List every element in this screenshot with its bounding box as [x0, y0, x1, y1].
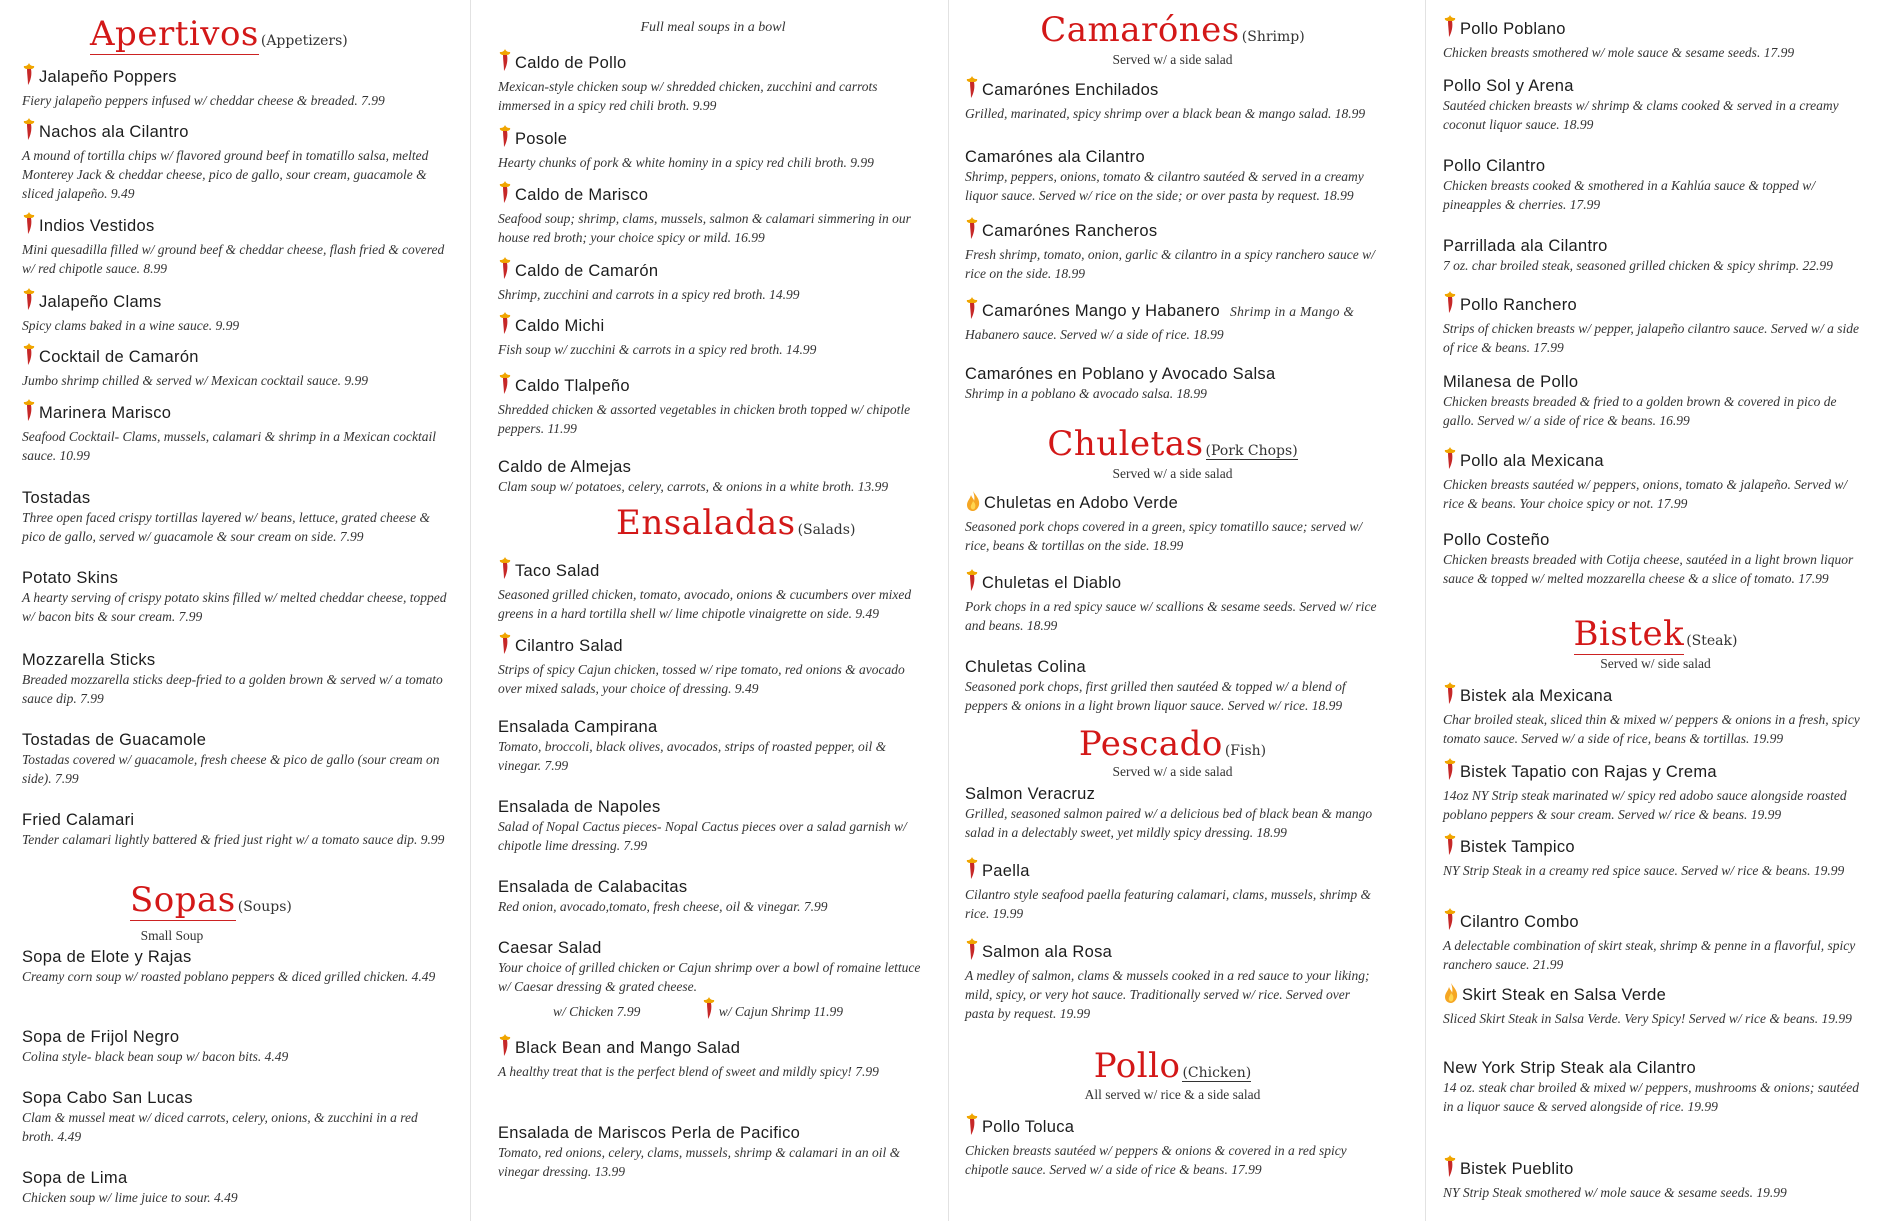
item-description: Salad of Nopal Cactus pieces- Nopal Cactus pieces over a salad garnish w/ chipotle lime dressing. 7.99	[498, 819, 907, 853]
chili-pepper-icon	[498, 311, 512, 340]
item-name: Parrillada ala Cilantro	[1443, 237, 1608, 255]
item-inline-description: Shrimp in a Mango &	[1230, 304, 1355, 319]
menu-item	[1443, 156, 1868, 214]
item-description: Spicy clams baked in a wine sauce. 9.99	[22, 318, 240, 333]
chili-pepper-icon	[965, 1112, 979, 1141]
caesar-shrimp-option: w/ Cajun Shrimp 11.99	[718, 1004, 844, 1019]
menu-item	[498, 1033, 928, 1081]
column-divider	[1425, 0, 1426, 1221]
item-description: Seafood Cocktail- Clams, mussels, calamari & shrimp in a Mexican cocktail sauce. 10.99	[22, 429, 436, 463]
menu-item	[965, 657, 1380, 715]
chili-pepper-icon	[498, 371, 512, 400]
menu-item	[498, 48, 928, 115]
menu-item	[22, 810, 447, 849]
menu-item	[1443, 907, 1868, 974]
item-description: Chicken breasts smothered w/ mole sauce & sesame seeds. 17.99	[1443, 45, 1795, 60]
section-title: Chuletas	[1047, 424, 1204, 464]
menu-item	[1443, 681, 1868, 748]
section-subtitle: (Chicken)	[1182, 1065, 1252, 1081]
item-name: Caldo Michi	[515, 317, 605, 335]
item-description: Clam soup w/ potatoes, celery, carrots, & onions in a white broth. 13.99	[498, 479, 889, 494]
menu-item	[498, 877, 928, 916]
item-name: Chuletas en Adobo Verde	[984, 494, 1179, 512]
item-description: A delectable combination of skirt steak, shrimp & penne in a flavorful, spicy ranchero sauce. 21.99	[1443, 938, 1856, 972]
menu-item	[498, 797, 928, 855]
item-name: Chuletas el Diablo	[982, 574, 1122, 592]
section-title: Camarónes	[1040, 10, 1240, 50]
item-description: Chicken breasts sautéed w/ peppers & onions & covered in a red spicy chipotle sauce. Served w/ a side of rice & beans. 17.99	[965, 1143, 1347, 1177]
section-subtitle: (Shrimp)	[1241, 29, 1305, 45]
item-name: Ensalada de Napoles	[498, 798, 661, 816]
section-note: Served w/ side salad	[1600, 656, 1711, 671]
menu-item	[965, 147, 1380, 205]
chili-pepper-icon	[22, 398, 36, 427]
menu-item	[965, 216, 1380, 283]
menu-item	[498, 124, 928, 172]
item-name: Ensalada Campirana	[498, 718, 658, 736]
item-name: New York Strip Steak ala Cilantro	[1443, 1059, 1696, 1077]
item-name: Bistek Pueblito	[1460, 1160, 1574, 1178]
item-name: Bistek ala Mexicana	[1460, 687, 1613, 705]
item-description: Shrimp, peppers, onions, tomato & cilantro sautéed & served in a creamy liquor sauce. Served w/ rice on the side; or over pasta by request. 18.99	[965, 169, 1364, 203]
item-name: Caldo de Marisco	[515, 186, 649, 204]
menu-item	[498, 556, 928, 623]
section-subtitle: (Salads)	[797, 522, 856, 538]
chili-pepper-icon	[1443, 907, 1457, 936]
item-description: Hearty chunks of pork & white hominy in a spicy red chili broth. 9.99	[498, 155, 874, 170]
menu-item	[22, 650, 447, 708]
item-description: 14 oz. steak char broiled & mixed w/ peppers, mushrooms & onions; sautéed in a liquor sauce & served alongside of rice. 19.99	[1443, 1080, 1859, 1114]
item-name: Caldo de Pollo	[515, 54, 627, 72]
section-note: All served w/ rice & a side salad	[1084, 1087, 1261, 1102]
menu-item	[1443, 982, 1868, 1028]
item-name: Pollo Toluca	[982, 1118, 1075, 1136]
chili-pepper-icon	[965, 216, 979, 245]
ensaladas-heading	[616, 503, 928, 543]
section-title: Bistek	[1573, 614, 1685, 654]
menu-item	[22, 287, 447, 335]
menu-item	[1443, 832, 1868, 880]
chili-pepper-icon	[702, 996, 716, 1025]
item-description: Cilantro style seafood paella featuring calamari, clams, mussels, shrimp & rice. 19.99	[965, 887, 1371, 921]
menu-item	[965, 937, 1380, 1023]
menu-item	[965, 364, 1380, 403]
item-name: Taco Salad	[515, 562, 600, 580]
item-name: Caldo de Camarón	[515, 262, 659, 280]
section-title: Ensaladas	[616, 503, 796, 543]
pescado-heading	[965, 724, 1380, 764]
menu-item	[1443, 446, 1868, 513]
chili-pepper-icon	[1443, 757, 1457, 786]
menu-item	[498, 457, 928, 496]
item-description: NY Strip Steak smothered w/ mole sauce & sesame seeds. 19.99	[1443, 1185, 1787, 1200]
chili-pepper-icon	[498, 1033, 512, 1062]
item-description: Shrimp, zucchini and carrots in a spicy red broth. 14.99	[498, 287, 800, 302]
item-name: Sopa Cabo San Lucas	[22, 1089, 193, 1107]
menu-item	[1443, 372, 1868, 430]
menu-item	[1443, 757, 1868, 824]
item-name: Milanesa de Pollo	[1443, 373, 1579, 391]
item-description: Seafood soup; shrimp, clams, mussels, salmon & calamari simmering in our house red broth; your choice spicy or mild. 16.99	[498, 211, 911, 245]
bistek-heading	[1443, 614, 1868, 654]
item-name: Camarónes en Poblano y Avocado Salsa	[965, 365, 1276, 383]
item-name: Cocktail de Camarón	[39, 348, 199, 366]
item-name: Cilantro Combo	[1460, 913, 1579, 931]
section-title: Pescado	[1078, 724, 1223, 764]
menu-item	[965, 784, 1380, 842]
chili-pepper-icon	[22, 62, 36, 91]
menu-item	[965, 1112, 1380, 1179]
item-description: Strips of chicken breasts w/ pepper, jalapeño cilantro sauce. Served w/ a side of rice & beans. 17.99	[1443, 321, 1859, 355]
menu-item	[498, 1123, 928, 1181]
chili-pepper-icon	[1443, 446, 1457, 475]
chili-pepper-icon	[965, 937, 979, 966]
item-description: Shredded chicken & assorted vegetables in chicken broth topped w/ chipotle peppers. 11.99	[498, 402, 911, 436]
item-description: Breaded mozzarella sticks deep-fried to a golden brown & served w/ a tomato sauce dip. 7.99	[22, 672, 443, 706]
item-description: A medley of salmon, clams & mussels cooked in a red sauce to your liking; mild, spicy, or very hot sauce. Traditionally served w/ rice. Served over pasta by request. 19.99	[965, 968, 1370, 1021]
item-description: Seasoned pork chops covered in a green, spicy tomatillo sauce; served w/ rice, beans & tortillas on the side. 18.99	[965, 519, 1363, 553]
menu-item	[965, 568, 1380, 635]
item-name: Jalapeño Poppers	[39, 68, 177, 86]
item-description: Clam & mussel meat w/ diced carrots, celery, onions, & zucchini in a red broth. 4.49	[22, 1110, 418, 1144]
section-title: Apertivos	[90, 14, 259, 54]
item-description: Chicken breasts cooked & smothered in a Kahlúa sauce & topped w/ pineapples & cherries. 17.99	[1443, 178, 1816, 212]
item-description: Sautéed chicken breasts w/ shrimp & clams cooked & served in a creamy coconut liquor sauce. 18.99	[1443, 98, 1839, 132]
menu-item	[22, 398, 447, 465]
chili-pepper-icon	[22, 342, 36, 371]
item-description: Fiery jalapeño peppers infused w/ cheddar cheese & breaded. 7.99	[22, 93, 385, 108]
item-description: Seasoned pork chops, first grilled then sautéed & topped w/ a blend of peppers & onions in a light brown liquor sauce. Served w/ rice. 18.99	[965, 679, 1346, 713]
item-name: Indios Vestidos	[39, 217, 155, 235]
menu-column-2	[498, 0, 928, 1221]
item-name: Jalapeño Clams	[39, 293, 162, 311]
menu-item	[22, 1088, 447, 1146]
item-name: Caesar Salad	[498, 939, 602, 957]
menu-item	[965, 296, 1380, 344]
item-description: Chicken breasts breaded with Cotija cheese, sautéed in a light brown liquor sauce & topped w/ melted mozzarella cheese & a slice of tomato. 17.99	[1443, 552, 1854, 586]
chili-pepper-icon	[965, 296, 979, 325]
item-name: Pollo Cilantro	[1443, 157, 1546, 175]
section-subtitle: (Soups)	[237, 899, 292, 915]
chili-pepper-icon	[965, 75, 979, 104]
item-name: Black Bean and Mango Salad	[515, 1039, 741, 1057]
item-description: Seasoned grilled chicken, tomato, avocado, onions & cucumbers over mixed greens in a hard tortilla shell w/ lime chipotle vinaigrette on side. 9.49	[498, 587, 912, 621]
item-name: Salmon ala Rosa	[982, 943, 1113, 961]
item-description: Strips of spicy Cajun chicken, tossed w/ ripe tomato, red onions & avocado over mixed salads, your choice of dressing. 9.49	[498, 662, 905, 696]
item-description: NY Strip Steak in a creamy red spice sauce. Served w/ rice & beans. 19.99	[1443, 863, 1845, 878]
item-name: Paella	[982, 862, 1030, 880]
menu-item	[22, 117, 447, 203]
chili-pepper-icon	[498, 180, 512, 209]
menu-item	[22, 730, 447, 788]
item-name: Tostadas de Guacamole	[22, 731, 207, 749]
item-description: A healthy treat that is the perfect blend of sweet and mildly spicy! 7.99	[498, 1064, 879, 1079]
item-name: Sopa de Lima	[22, 1169, 128, 1187]
full-meal-soups-note: Full meal soups in a bowl	[640, 20, 786, 35]
menu-item	[498, 256, 928, 304]
item-name: Pollo Costeño	[1443, 531, 1550, 549]
menu-item	[498, 371, 928, 438]
pollo-heading	[965, 1046, 1380, 1086]
item-description: Creamy corn soup w/ roasted poblano peppers & diced grilled chicken. 4.49	[22, 969, 436, 984]
menu-item	[498, 717, 928, 775]
chili-pepper-icon	[22, 117, 36, 146]
column-divider	[948, 0, 949, 1221]
menu-item	[22, 568, 447, 626]
item-description: Colina style- black bean soup w/ bacon bits. 4.49	[22, 1049, 289, 1064]
item-name: Mozzarella Sticks	[22, 651, 156, 669]
chili-pepper-icon	[498, 48, 512, 77]
chili-pepper-icon	[1443, 1154, 1457, 1183]
chili-pepper-icon	[1443, 14, 1457, 43]
item-name: Caldo de Almejas	[498, 458, 632, 476]
chili-pepper-icon	[498, 256, 512, 285]
section-note: Served w/ a side salad	[1112, 52, 1233, 67]
chili-pepper-icon	[22, 211, 36, 240]
item-name: Cilantro Salad	[515, 637, 623, 655]
item-name: Nachos ala Cilantro	[39, 123, 189, 141]
item-description: Chicken breasts breaded & fried to a golden brown & covered in pico de gallo. Served w/ a side of rice & beans. 16.99	[1443, 394, 1837, 428]
item-name: Chuletas Colina	[965, 658, 1086, 676]
section-subtitle: (Pork Chops)	[1205, 443, 1298, 459]
menu-item	[1443, 236, 1868, 275]
item-description: Sliced Skirt Steak in Salsa Verde. Very Spicy! Served w/ rice & beans. 19.99	[1443, 1011, 1852, 1026]
menu-item	[1443, 14, 1868, 62]
item-name: Camarónes Rancheros	[982, 222, 1158, 240]
menu-item	[1443, 290, 1868, 357]
item-description: Shrimp in a poblano & avocado salsa. 18.99	[965, 386, 1207, 401]
item-description: Chicken soup w/ lime juice to sour. 4.49	[22, 1190, 238, 1205]
menu-item	[1443, 1058, 1868, 1116]
chili-pepper-icon	[1443, 290, 1457, 319]
apertivos-heading	[90, 14, 447, 54]
item-description: Grilled, seasoned salmon paired w/ a delicious bed of black bean & mango salad in a delectably sweet, yet mildly spicy dressing. 18.99	[965, 806, 1373, 840]
menu-item	[965, 75, 1380, 123]
item-description: A hearty serving of crispy potato skins filled w/ melted cheddar cheese, topped w/ bacon bits & sour cream. 7.99	[22, 590, 447, 624]
menu-item	[22, 342, 447, 390]
section-note: Served w/ a side salad	[1112, 466, 1233, 481]
item-description: Tender calamari lightly battered & fried just right w/ a tomato sauce dip. 9.99	[22, 832, 445, 847]
item-description: Tomato, broccoli, black olives, avocados, strips of roasted pepper, oil & vinegar. 7.99	[498, 739, 887, 773]
chuletas-heading	[965, 424, 1380, 464]
item-name: Potato Skins	[22, 569, 119, 587]
menu-item	[498, 938, 928, 1025]
chili-pepper-icon	[498, 124, 512, 153]
chili-pepper-icon	[22, 287, 36, 316]
item-name: Sopa de Frijol Negro	[22, 1028, 180, 1046]
item-name: Bistek Tapatio con Rajas y Crema	[1460, 763, 1717, 781]
item-name: Pollo ala Mexicana	[1460, 452, 1604, 470]
menu-item	[22, 211, 447, 278]
item-description: Chicken breasts sautéed w/ peppers, onions, tomato & jalapeño. Served w/ rice & beans. Your choice spicy or not. 17.99	[1443, 477, 1848, 511]
camarones-heading	[965, 10, 1380, 50]
item-name: Skirt Steak en Salsa Verde	[1462, 986, 1667, 1004]
menu-item	[965, 490, 1380, 555]
item-name: Pollo Sol y Arena	[1443, 77, 1574, 95]
item-name: Posole	[515, 130, 568, 148]
item-name: Salmon Veracruz	[965, 785, 1096, 803]
flame-icon	[965, 490, 981, 517]
item-description: Three open faced crispy tortillas layered w/ beans, lettuce, grated cheese & pico de gallo, served w/ guacamole & sour cream on side. 7.99	[22, 510, 431, 544]
section-note: Served w/ a side salad	[1112, 764, 1233, 779]
column-divider	[470, 0, 471, 1221]
item-description: Pork chops in a red spicy sauce w/ scallions & sesame seeds. Served w/ rice and beans. 18.99	[965, 599, 1377, 633]
chili-pepper-icon	[965, 568, 979, 597]
menu-item	[22, 62, 447, 110]
item-name: Tostadas	[22, 489, 91, 507]
item-description: Fish soup w/ zucchini & carrots in a spicy red broth. 14.99	[498, 342, 817, 357]
menu-item	[22, 1168, 447, 1207]
menu-item	[498, 631, 928, 698]
menu-column-1	[22, 0, 447, 1221]
item-name: Caldo Tlalpeño	[515, 377, 630, 395]
chili-pepper-icon	[498, 556, 512, 585]
item-name: Pollo Poblano	[1460, 20, 1566, 38]
menu-column-4	[1443, 0, 1868, 1221]
item-description: Grilled, marinated, spicy shrimp over a black bean & mango salad. 18.99	[965, 106, 1366, 121]
item-description: Your choice of grilled chicken or Cajun shrimp over a bowl of romaine lettuce w/ Caesar dressing & grated cheese.	[498, 960, 921, 994]
item-description: Tostadas covered w/ guacamole, fresh cheese & pico de gallo (sour cream on side). 7.99	[22, 752, 440, 786]
item-description: 7 oz. char broiled steak, seasoned grilled chicken & spicy shrimp. 22.99	[1443, 258, 1833, 273]
item-description: Habanero sauce. Served w/ a side of rice. 18.99	[965, 327, 1224, 342]
item-description: A mound of tortilla chips w/ flavored ground beef in tomatillo salsa, melted Monterey Jack & cheddar cheese, pico de gallo, sour cream, guacamole & sliced jalapeño. 9.49	[22, 148, 429, 201]
chili-pepper-icon	[1443, 832, 1457, 861]
menu-column-3	[965, 0, 1380, 1221]
menu-item	[498, 180, 928, 247]
item-description: Jumbo shrimp chilled & served w/ Mexican cocktail sauce. 9.99	[22, 373, 369, 388]
section-title: Sopas	[130, 880, 236, 920]
item-description: Char broiled steak, sliced thin & mixed w/ peppers & onions in a fresh, spicy tomato sauce. Served w/ a side of rice, beans & tortillas. 19.99	[1443, 712, 1860, 746]
section-note: Small Soup	[140, 928, 204, 943]
menu-item	[22, 947, 447, 986]
item-description: Mexican-style chicken soup w/ shredded chicken, zucchini and carrots immersed in a spicy red chili broth. 9.99	[498, 79, 878, 113]
menu-item	[22, 1027, 447, 1066]
item-name: Pollo Ranchero	[1460, 296, 1578, 314]
menu-item	[965, 856, 1380, 923]
item-description: Fresh shrimp, tomato, onion, garlic & cilantro in a spicy ranchero sauce w/ rice on the side. 18.99	[965, 247, 1375, 281]
chili-pepper-icon	[1443, 681, 1457, 710]
item-name: Fried Calamari	[22, 811, 135, 829]
item-name: Bistek Tampico	[1460, 838, 1575, 856]
item-name: Camarónes Enchilados	[982, 81, 1159, 99]
item-name: Marinera Marisco	[39, 404, 172, 422]
item-name: Ensalada de Calabacitas	[498, 878, 688, 896]
caesar-chicken-option: w/ Chicken 7.99	[553, 1004, 641, 1019]
section-subtitle: (Appetizers)	[260, 33, 348, 49]
item-description: Mini quesadilla filled w/ ground beef & cheddar cheese, flash fried & covered w/ red chipotle sauce. 8.99	[22, 242, 445, 276]
item-description: Tomato, red onions, celery, clams, mussels, shrimp & calamari in an oil & vinegar dressing. 13.99	[498, 1145, 901, 1179]
item-description: 14oz NY Strip steak marinated w/ spicy red adobo sauce alongside roasted poblano peppers & sour cream. Served w/ rice & beans. 19.99	[1443, 788, 1847, 822]
menu-item	[1443, 530, 1868, 588]
item-name: Ensalada de Mariscos Perla de Pacifico	[498, 1124, 801, 1142]
item-name: Camarónes Mango y Habanero	[982, 302, 1221, 320]
section-title: Pollo	[1093, 1046, 1181, 1086]
item-name: Sopa de Elote y Rajas	[22, 948, 192, 966]
menu-item	[1443, 1154, 1868, 1202]
sopas-heading	[130, 880, 447, 920]
item-name: Camarónes ala Cilantro	[965, 148, 1145, 166]
chili-pepper-icon	[965, 856, 979, 885]
section-subtitle: (Steak)	[1686, 633, 1738, 649]
chili-pepper-icon	[498, 631, 512, 660]
flame-icon	[1443, 982, 1459, 1009]
section-subtitle: (Fish)	[1224, 743, 1267, 759]
menu-item	[1443, 76, 1868, 134]
item-description: Red onion, avocado,tomato, fresh cheese, oil & vinegar. 7.99	[498, 899, 828, 914]
menu-item	[22, 488, 447, 546]
menu-item	[498, 311, 928, 359]
